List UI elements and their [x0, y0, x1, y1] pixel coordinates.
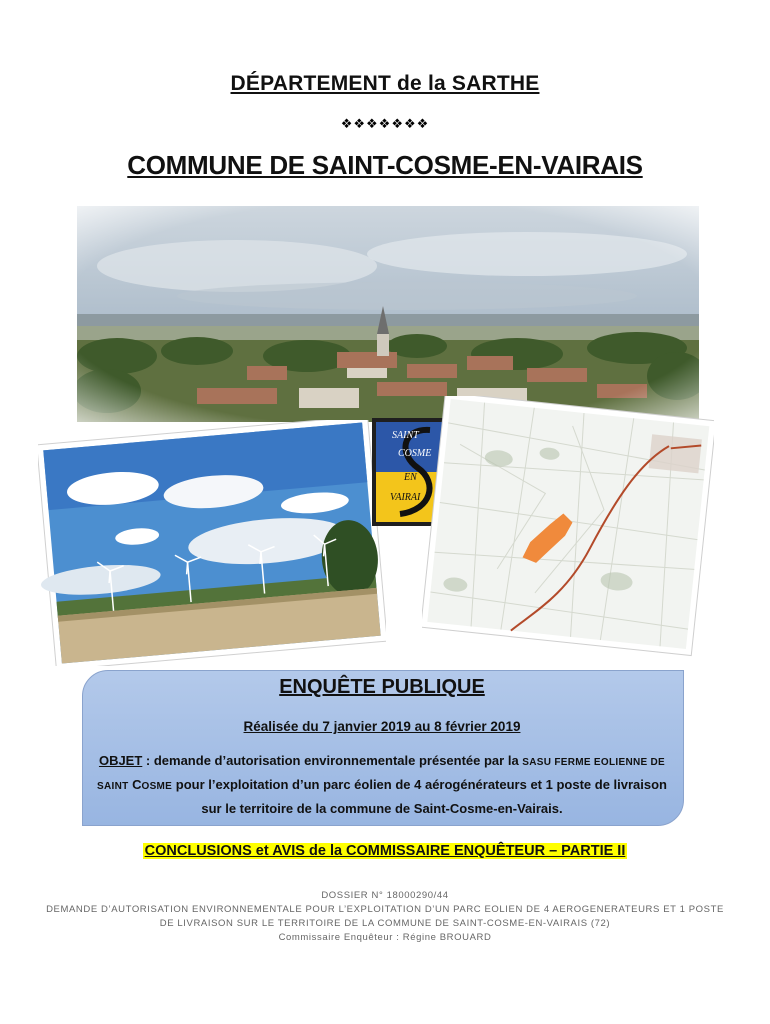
logo-line-3: EN	[404, 472, 417, 483]
footer-dossier: DOSSIER N° 18000290/44	[321, 890, 449, 901]
wind-turbines-photo	[38, 420, 386, 666]
objet-smallcaps-2: OSME	[141, 781, 173, 792]
conclusions-text: CONCLUSIONS et AVIS de la COMMISSAIRE ENQUÊTEUR – PARTIE II	[144, 843, 626, 859]
diamond-separator: ❖❖❖❖❖❖❖	[340, 116, 430, 131]
objet-label: OBJET	[98, 753, 143, 768]
logo-line-2: COSME	[398, 448, 432, 459]
conclusions-heading	[0, 842, 770, 860]
objet-smallcaps-1: SASU FERME EOLIENNE DE S	[96, 757, 666, 792]
footer-commissioner: Commissaire Enquêteur : Régine BROUARD	[278, 932, 492, 943]
department-heading: DÉPARTEMENT de la SARTHE	[230, 72, 540, 95]
logo-line-4: VAIRAI	[390, 492, 421, 503]
objet-text-1: : demande d’autorisation environnementale présentée par la	[142, 753, 523, 768]
objet-text-4: pour l’exploitation d’un parc éolien de 4 aérogénérateurs et 1 poste de livraison sur le territoire de la commune de Saint-Cosme-en-Vairais.	[172, 777, 668, 816]
enquete-object	[96, 750, 668, 820]
footer-description-2: DE LIVRAISON SUR LE TERRITOIRE DE LA COMMUNE DE SAINT-COSME-EN-VAIRAIS (72)	[159, 918, 611, 929]
footer-description-1: DEMANDE D’AUTORISATION ENVIRONNEMENTALE POUR L’EXPLOITATION D’UN PARC EOLIEN DE 4 AEROGENERATEURS ET 1 POSTE	[46, 904, 724, 915]
enquete-title: ENQUÊTE PUBLIQUE	[279, 676, 485, 698]
village-panorama-photo	[77, 206, 699, 422]
enquete-dates: Réalisée du 7 janvier 2019 au 8 février 2019	[243, 719, 521, 734]
objet-text-3: C	[128, 777, 142, 792]
commune-heading: COMMUNE DE SAINT-COSME-EN-VAIRAIS	[127, 150, 643, 180]
objet-smallcaps-saint: AINT	[103, 781, 129, 792]
logo-line-1: SAINT	[392, 430, 419, 441]
site-location-map	[422, 396, 714, 658]
